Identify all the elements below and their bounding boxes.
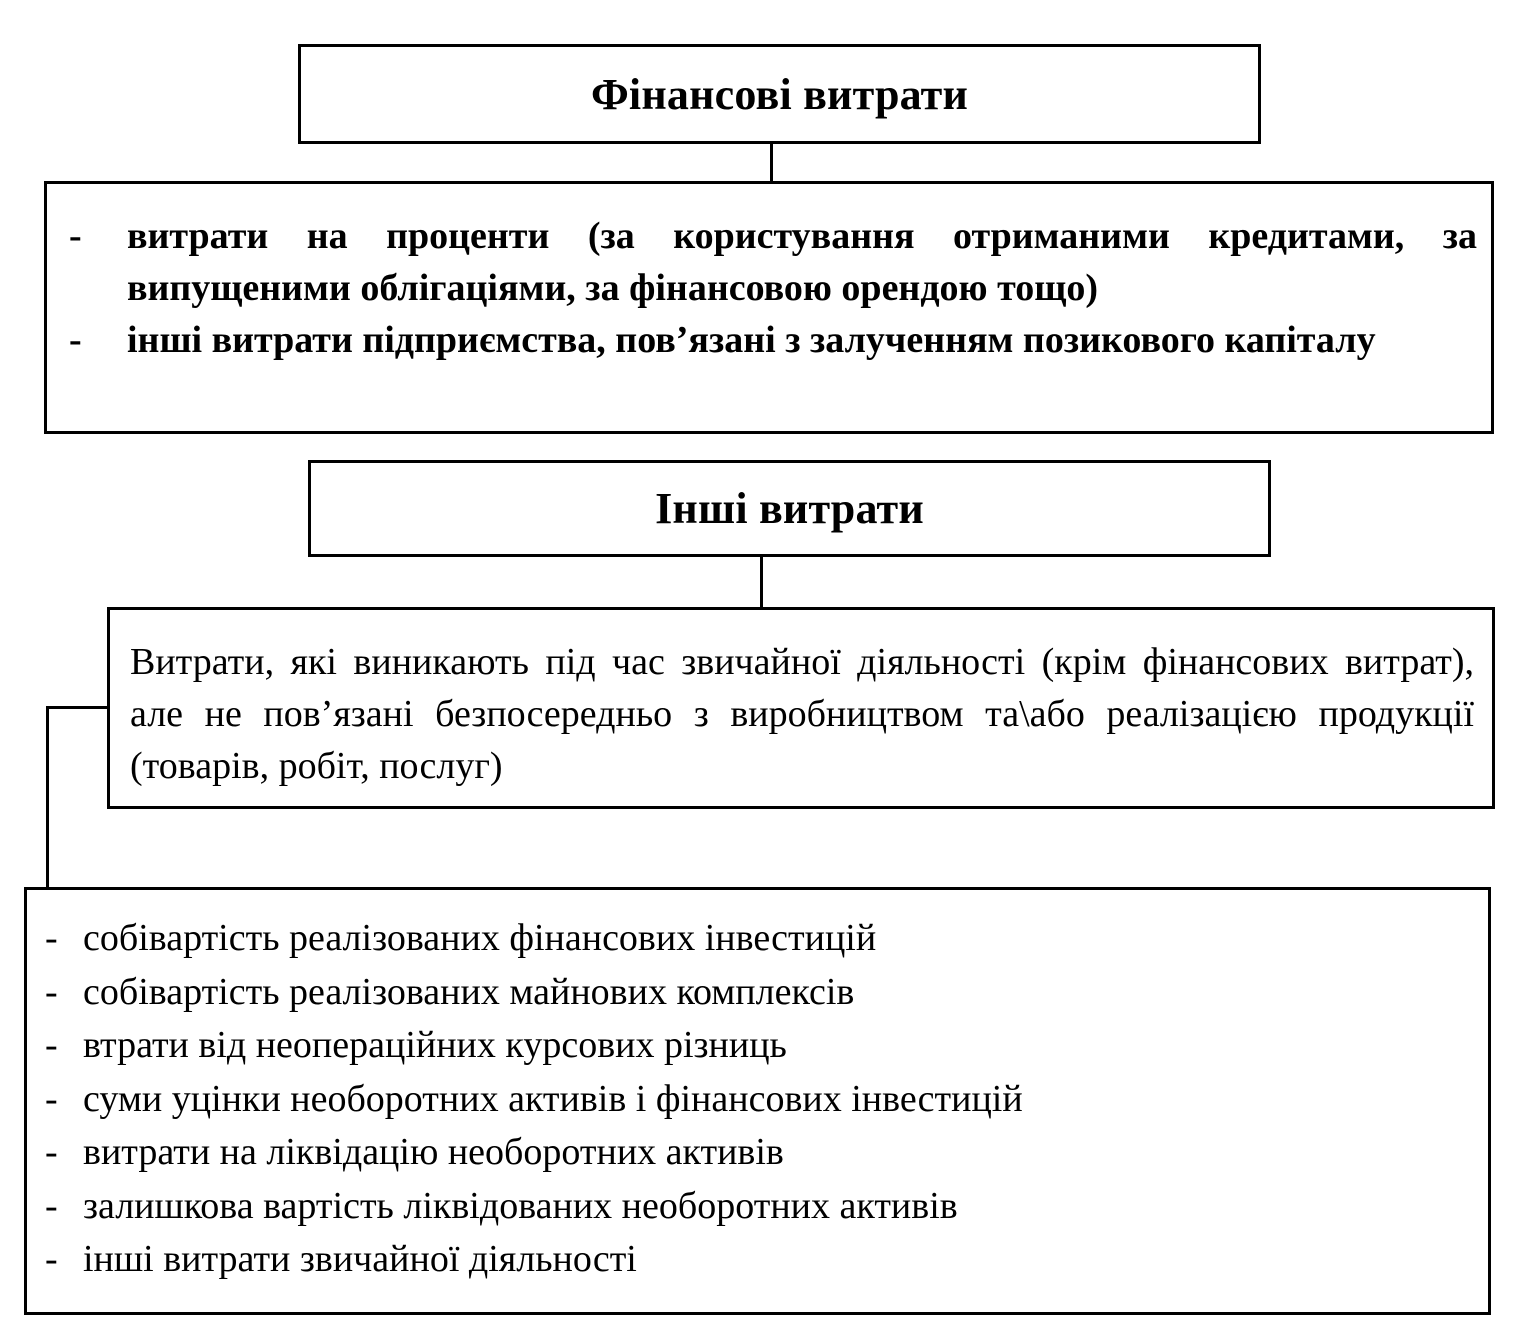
other-expenses-title-box	[308, 460, 1271, 557]
dash-bullet: -	[45, 1238, 58, 1280]
other-expenses-items-box	[24, 887, 1491, 1315]
list-item-text: витрати на ліквідацію необоротних активів	[83, 1131, 784, 1173]
financial-expenses-title-box	[298, 44, 1261, 144]
side-connector-vertical	[46, 706, 49, 889]
dash-bullet: -	[69, 215, 82, 257]
financial-expenses-list-box	[44, 181, 1494, 434]
dash-bullet: -	[45, 970, 58, 1013]
list-item	[67, 314, 1477, 366]
other-expenses-items-list	[43, 912, 1463, 1287]
list-item-text: залишкова вартість ліквідованих необоротних активів	[83, 1184, 958, 1227]
financial-connector-line	[770, 144, 773, 182]
list-item	[43, 1180, 1463, 1234]
list-item	[67, 210, 1477, 314]
list-item-text: витрати на проценти (за користування отриманими кредитами, за випущеними облігаціями, за фінансовою орендою тощо)	[127, 215, 1477, 309]
list-item	[43, 1019, 1463, 1073]
list-item	[43, 1126, 1463, 1180]
other-connector-line	[760, 557, 763, 608]
financial-expenses-title: Фінансові витрати	[590, 69, 969, 119]
side-connector-horizontal	[46, 706, 108, 709]
other-expenses-title: Інші витрати	[655, 484, 924, 533]
list-item-text: втрати від неопераційних курсових різниць	[83, 1024, 787, 1066]
list-item	[43, 1073, 1463, 1127]
dash-bullet: -	[45, 1077, 58, 1120]
list-item	[43, 966, 1463, 1020]
dash-bullet: -	[45, 917, 58, 959]
other-expenses-definition-box	[107, 607, 1495, 809]
dash-bullet: -	[45, 1131, 58, 1173]
list-item-text: суми уцінки необоротних активів і фінансових інвестицій	[83, 1077, 1023, 1120]
list-item	[43, 1233, 1463, 1287]
list-item-text: собівартість реалізованих майнових комплексів	[83, 970, 855, 1013]
financial-expenses-list	[67, 210, 1477, 366]
list-item-text: собівартість реалізованих фінансових інвестицій	[83, 917, 877, 959]
other-expenses-definition: Витрати, які виникають під час звичайної діяльності (крім фінансових витрат), але не пов’язані безпосередньо з виробництвом та\або реалізацією продукції (товарів, робіт, послуг)	[130, 641, 1474, 787]
list-item	[43, 912, 1463, 966]
dash-bullet: -	[45, 1184, 58, 1227]
list-item-text: інші витрати підприємства, пов’язані з залученням позикового капіталу	[127, 319, 1376, 361]
dash-bullet: -	[45, 1024, 58, 1066]
dash-bullet: -	[69, 319, 82, 361]
list-item-text: інші витрати звичайної діяльності	[83, 1238, 637, 1280]
